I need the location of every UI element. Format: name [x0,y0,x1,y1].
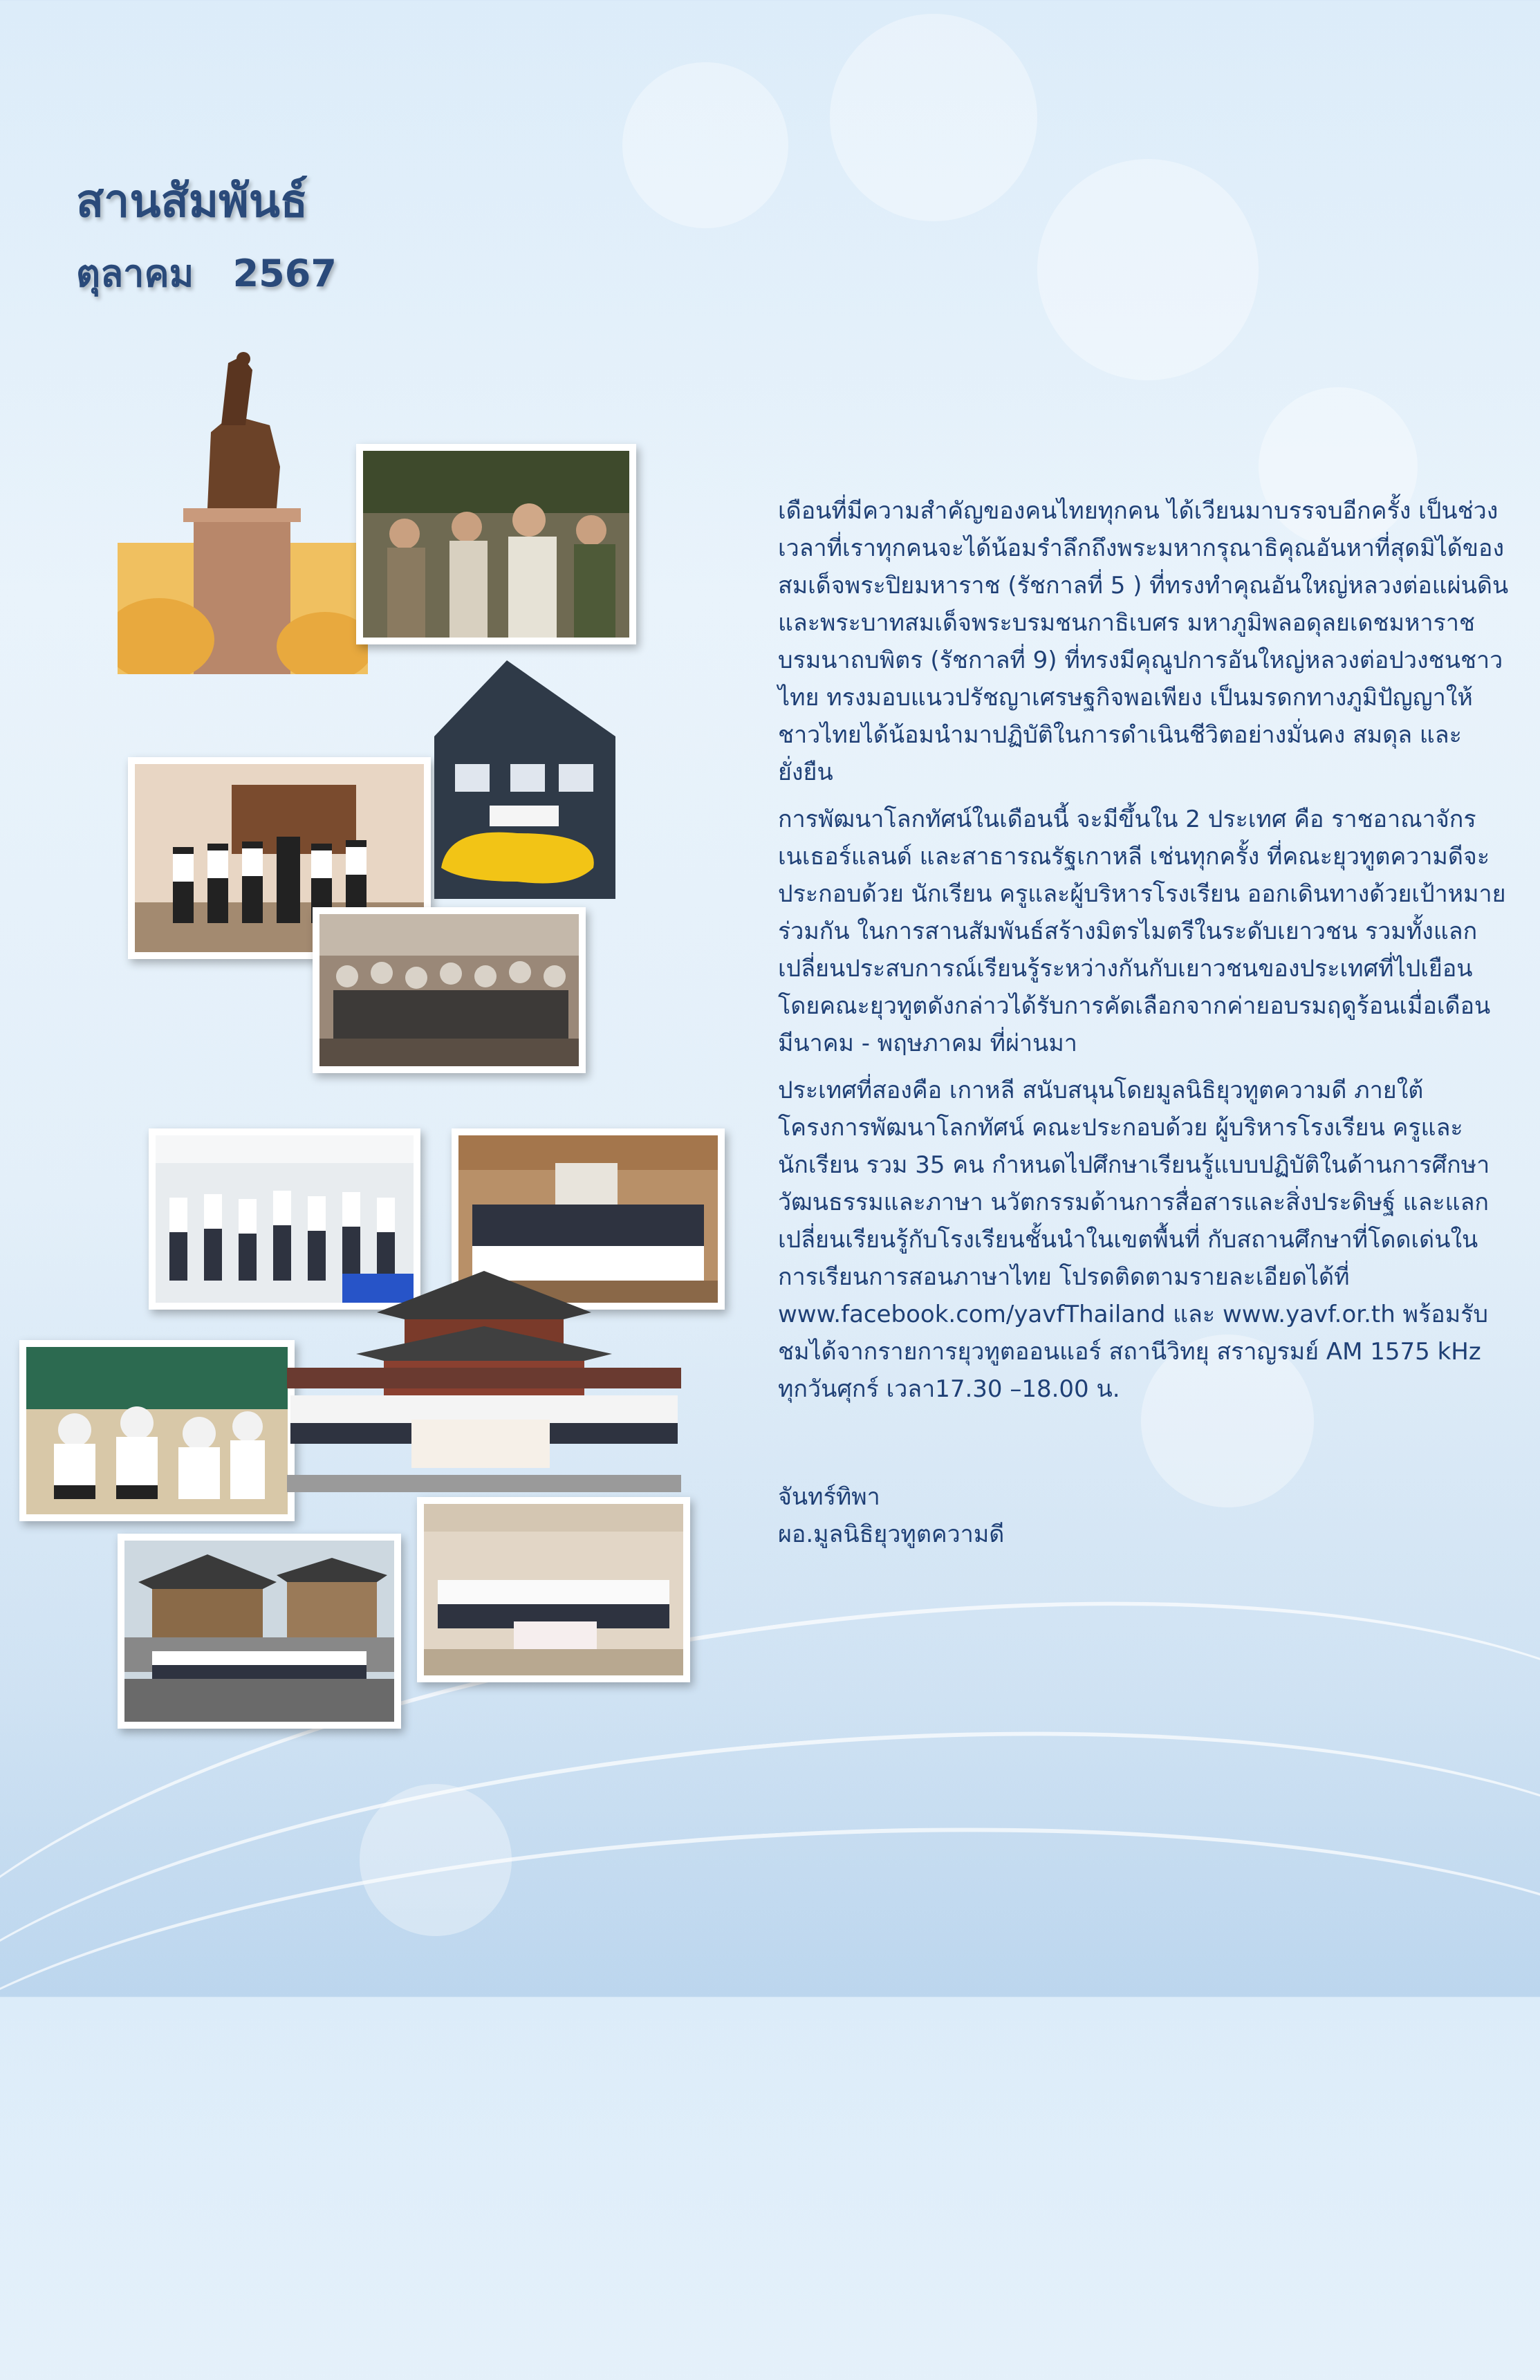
photo-king-statue [118,349,368,674]
photo-korea-gym-students [19,1340,295,1521]
signature-name: จันทร์ทิพา [778,1483,880,1511]
article-body [778,492,1511,1417]
photo-royal-visit [356,444,636,644]
background-bokeh [830,14,1037,221]
page-title: สานสัมพันธ์ [76,174,308,227]
article-paragraph: เดือนที่มีความสำคัญของคนไทยทุกคน ได้เวียนมาบรรจบอีกครั้ง เป็นช่วงเวลาที่เราทุกคนจะได้น้อมรำลึกถึงพระมหากรุณาธิคุณอันหาที่สุดมิได้ของสมเด็จพระปิยมหาราช (รัชกาลที่ 5 ) ที่ทรงทำคุณอันใหญ่หลวงต่อแผ่นดิน และพระบาทสมเด็จพระบรมชนกาธิเบศร มหาภูมิพลอดุลยเดชมหาราช บรมนาถบพิตร (รัชกาลที่ 9) ที่ทรงมีคุณูปการอันใหญ่หลวงต่อปวงชนชาวไทย ทรงมอบแนวปรัชญาเศรษฐกิจพอเพียง เป็นมรดกทางภูมิปัญญาให้ชาวไทยได้น้อมนำมาปฏิบัติในการดำเนินชีวิตอย่างมั่นคง สมดุล และยั่งยืน [778,497,1509,786]
photo-korea-palace-group [287,1271,681,1492]
signature-block [778,1478,1004,1553]
photo-dutch-house-clog [434,660,615,899]
article-paragraph: ประเทศที่สองคือ เกาหลี สนับสนุนโดยมูลนิธิยุวทูตความดี ภายใต้โครงการพัฒนาโลกทัศน์ คณะประกอบด้วย ผู้บริหารโรงเรียน ครูและนักเรียน รวม 35 คน กำหนดไปศึกษาเรียนรู้แบบปฏิบัติในด้านการศึกษา วัฒนธรรมและภาษา นวัตกรรมด้านการสื่อสารและสิ่งประดิษฐ์ และแลกเปลี่ยนเรียนรู้กับโรงเรียนชั้นนำในเขตพื้นที่ กับสถานศึกษาที่โดดเด่นในการเรียนการสอนภาษาไทย โปรดติดตามรายละเอียดได้ที่ www.facebook.com/yavfThailand และ www.yavf.or.th พร้อมรับชมได้จากรายการยุวทูตออนแอร์ สถานีวิทยุ สราญรมย์ AM 1575 kHz ทุกวันศุกร์ เวลา17.30 –18.00 น. [778,1077,1490,1403]
issue-date: ตุลาคม 2567 [76,252,337,295]
photo-korea-hanok-group [118,1534,401,1729]
article-paragraph: การพัฒนาโลกทัศน์ในเดือนนี้ จะมีขึ้นใน 2 ประเทศ คือ ราชอาณาจักรเนเธอร์แลนด์ และสาธารณรัฐเกาหลี เช่นทุกครั้ง ที่คณะยุวทูตความดีจะประกอบด้วย นักเรียน ครูและผู้บริหารโรงเรียน ออกเดินทางด้วยเป้าหมายร่วมกัน ในการสานสัมพันธ์สร้างมิตรไมตรีในระดับเยาวชน รวมทั้งแลกเปลี่ยนประสบการณ์เรียนรู้ระหว่างกันกับเยาวชนของประเทศที่ไปเยือน โดยคณะยุวทูตดังกล่าวได้รับการคัดเลือกจากค่ายอบรมฤดูร้อนเมื่อเดือนมีนาคม - พฤษภาคม ที่ผ่านมา [778,806,1506,1057]
background-bokeh [1037,159,1259,380]
photo-netherlands-students [313,907,586,1073]
background-bokeh [622,62,788,228]
signature-position: ผอ.มูลนิธิยุวทูตความดี [778,1521,1005,1548]
photo-korea-school-hall [417,1497,690,1682]
